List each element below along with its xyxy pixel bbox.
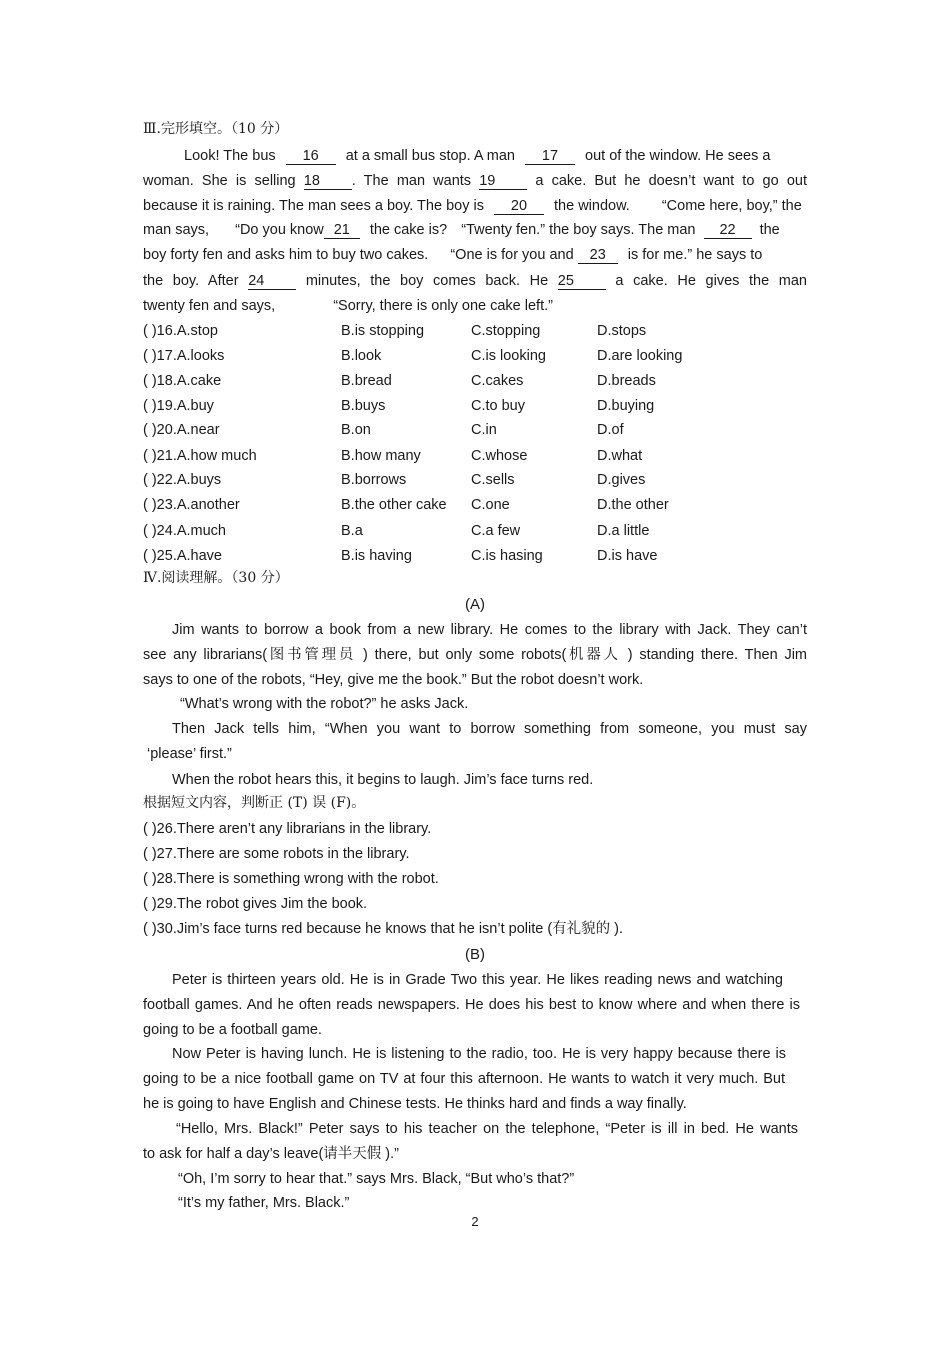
cloze-line-7 [143,297,553,315]
passage-a-line: says to one of the robots, “Hey, give me the book.” But the robot doesn’t work. [143,672,644,688]
cloze-line-1 [184,147,770,165]
text: the boy says. The man [549,222,696,238]
option-b: B.is stopping [341,323,425,339]
text: the cake is? [369,222,448,238]
passage-a-line: Then Jack tells him, “When you want to borrow something from someone, you must say [172,721,807,737]
passage-b-line: he is going to have English and Chinese tests. He thinks hard and finds a way finally. [143,1096,687,1112]
tf-item-26: ( )26.There aren’t any librarians in the library. [143,821,432,837]
blank-18: 18 [304,174,352,190]
question-23: ( )23.A.another [143,497,240,513]
passage-a-line: When the robot hears this, it begins to laugh. Jim’s face turns red. [172,772,594,788]
option-d: D.the other [597,497,669,513]
option-c: C.in [471,422,497,438]
passage-b-line: Peter is thirteen years old. He is in Grade Two this year. He likes reading news and watching [172,972,783,988]
option-b: B.bread [341,373,392,389]
option-b: B.how many [341,448,421,464]
question-22: ( )22.A.buys [143,472,222,488]
option-c: C.is hasing [471,548,543,564]
text: twenty fen and says, [143,298,276,314]
text: man says, [143,222,210,238]
section-3-heading: Ⅲ.完形填空。（10 分） [143,121,289,137]
blank-17: 17 [525,149,575,165]
text: “Come here, boy,” [661,198,778,214]
question-24: ( )24.A.much [143,523,226,539]
text: “One is for you and [450,247,574,263]
option-d: D.stops [597,323,647,339]
tf-item-28: ( )28.There is something wrong with the robot. [143,871,439,887]
blank-24: 24 [248,274,296,290]
blank-19: 19 [479,174,527,190]
text: the boy. After [143,273,239,289]
page-number: 2 [471,1214,479,1229]
text: because it is raining. The man sees a boy. The boy is [143,198,484,214]
question-16: ( )16.A.stop [143,323,218,339]
option-d: D.what [597,448,643,464]
cloze-line-2 [143,172,807,190]
passage-b-line: “Oh, I’m sorry to hear that.” says Mrs. Black, “But who’s that?” [178,1171,575,1187]
tf-item-30: ( )30.Jim’s face turns red because he knows that he isn’t polite (有礼貌的 ). [143,921,624,937]
text: “Sorry, there is only one cake left.” [333,298,553,314]
option-d: D.are looking [597,348,683,364]
text: at a small bus stop. A man [345,148,515,164]
cloze-line-3 [143,197,802,215]
option-c: C.stopping [471,323,541,339]
option-b: B.borrows [341,472,407,488]
text: a cake. But he doesn’t want to go out [535,173,807,189]
blank-20: 20 [494,199,544,215]
section-4-heading: Ⅳ.阅读理解。（30 分） [143,570,289,586]
text: the window. [554,198,630,214]
text: “Twenty fen.” [461,222,546,238]
option-b: B.on [341,422,371,438]
blank-23: 23 [578,248,618,264]
option-d: D.of [597,422,624,438]
option-c: C.whose [471,448,528,464]
passage-b-line: Now Peter is having lunch. He is listening to the radio, too. He is very happy because there is [172,1046,786,1062]
option-c: C.cakes [471,373,524,389]
text: out of the window. He sees a [585,148,771,164]
text: the [759,222,780,238]
question-19: ( )19.A.buy [143,398,214,414]
blank-22: 22 [704,223,752,239]
passage-b-line: going to be a nice football game on TV at four this afternoon. He wants to watch it very much. But [143,1071,785,1087]
passage-b-line: football games. And he often reads newspapers. He does his best to know where and when there is [143,997,800,1013]
option-b: B.buys [341,398,386,414]
option-d: D.gives [597,472,646,488]
tf-item-27: ( )27.There are some robots in the library. [143,846,410,862]
text: “Do you know [235,222,324,238]
passage-b-line: “It’s my father, Mrs. Black.” [178,1195,350,1211]
tf-instruction: 根据短文内容，判断正 (T) 误 (F)。 [143,795,366,811]
option-b: B.the other cake [341,497,447,513]
question-25: ( )25.A.have [143,548,222,564]
question-20: ( )20.A.near [143,422,220,438]
option-b: B.look [341,348,382,364]
passage-a-line: ‘please’ first.” [147,746,232,762]
option-c: C.sells [471,472,515,488]
tf-item-29: ( )29.The robot gives Jim the book. [143,896,368,912]
question-21: ( )21.A.how much [143,448,257,464]
part-b-title: (B) [465,946,485,963]
text: woman. She is selling [143,173,296,189]
option-d: D.is have [597,548,658,564]
text: is for me.” [627,247,693,263]
text: Look! The bus [184,148,276,164]
part-a-title: (A) [465,596,485,613]
text: . The man wants [351,173,472,189]
blank-16: 16 [286,149,336,165]
passage-a-line: “What’s wrong with the robot?” he asks Jack. [180,696,469,712]
text: a cake. He gives the man [615,273,807,289]
blank-21: 21 [324,223,360,239]
text: he says to [696,247,763,263]
passage-a-line: Jim wants to borrow a book from a new library. He comes to the library with Jack. They can’t [172,622,807,638]
blank-25: 25 [558,274,606,290]
option-d: D.buying [597,398,655,414]
question-18: ( )18.A.cake [143,373,222,389]
cloze-line-5 [143,246,762,264]
option-c: C.to buy [471,398,525,414]
option-c: C.is looking [471,348,546,364]
option-d: D.a little [597,523,650,539]
option-b: B.a [341,523,363,539]
passage-b-line: to ask for half a day’s leave(请半天假 ).” [143,1146,399,1162]
text: boy forty fen and asks him to buy two cakes. [143,247,429,263]
cloze-line-6 [143,272,807,290]
option-c: C.one [471,497,510,513]
question-17: ( )17.A.looks [143,348,225,364]
passage-a-line: see any librarians(图书管理员 ) there, but only some robots(机器人 ) standing there. Then Jim [143,647,807,663]
text: minutes, the boy comes back. He [305,273,549,289]
cloze-line-4 [143,221,780,239]
passage-b-line: going to be a football game. [143,1022,322,1038]
text: the [781,198,802,214]
option-d: D.breads [597,373,656,389]
option-b: B.is having [341,548,412,564]
passage-b-line: “Hello, Mrs. Black!” Peter says to his teacher on the telephone, “Peter is ill in bed. He wants [176,1121,798,1137]
option-c: C.a few [471,523,521,539]
